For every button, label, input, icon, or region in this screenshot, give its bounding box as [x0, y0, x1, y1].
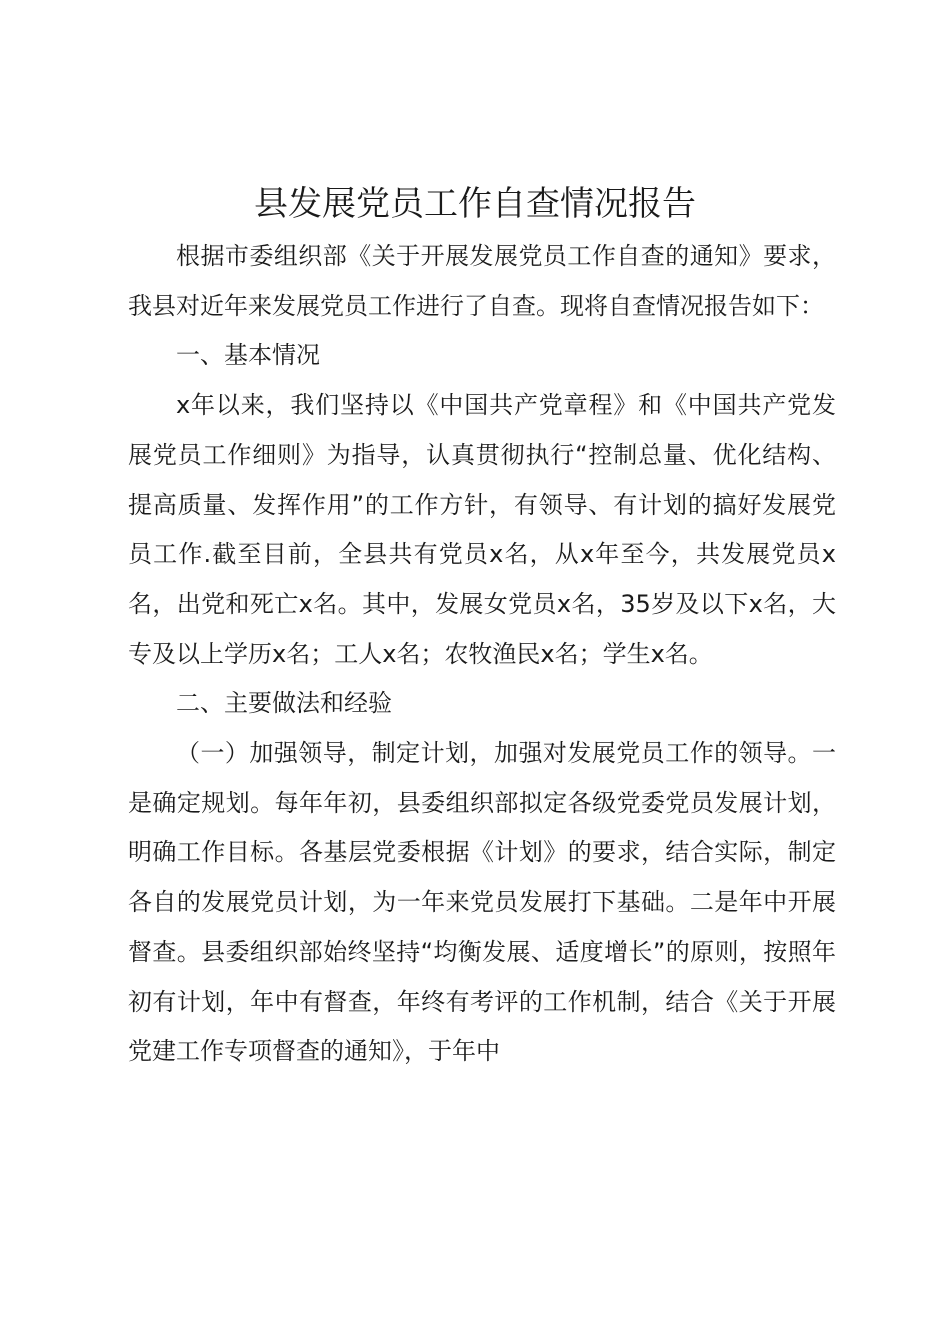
- document-title: 县发展党员工作自查情况报告: [254, 184, 696, 224]
- intro-paragraph: 根据市委组织部《关于开展发展党员工作自查的通知》要求，我县对近年来发展党员工作进行了自查。现将自查情况报告如下：: [128, 242, 836, 320]
- section-heading-basic-situation: 一、基本情况: [176, 341, 320, 370]
- section-heading-main-practices: 二、主要做法和经验: [176, 689, 392, 718]
- main-practices-paragraph: （一）加强领导，制定计划，加强对发展党员工作的领导。一是确定规划。每年年初，县委组织部拟定各级党委党员发展计划，明确工作目标。各基层党委根据《计划》的要求，结合实际，制定各自的发展党员计划，为一年来党员发展打下基础。二是年中开展督查。县委组织部始终坚持“均衡发展、适度增长”的原则，按照年初有计划，年中有督查，年终有考评的工作机制，结合《关于开展党建工作专项督查的通知》，于年中: [128, 739, 836, 1066]
- document-body: [128, 232, 836, 1077]
- basic-situation-paragraph: x年以来，我们坚持以《中国共产党章程》和《中国共产党发展党员工作细则》为指导，认真贯彻执行“控制总量、优化结构、提高质量、发挥作用”的工作方针，有领导、有计划的搞好发展党员工作.截至目前，全县共有党员x名，从x年至今，共发展党员x名，出党和死亡x名。其中，发展女党员x名，35岁及以下x名，大专及以上学历x名；工人x名；农牧渔民x名；学生x名。: [128, 391, 836, 668]
